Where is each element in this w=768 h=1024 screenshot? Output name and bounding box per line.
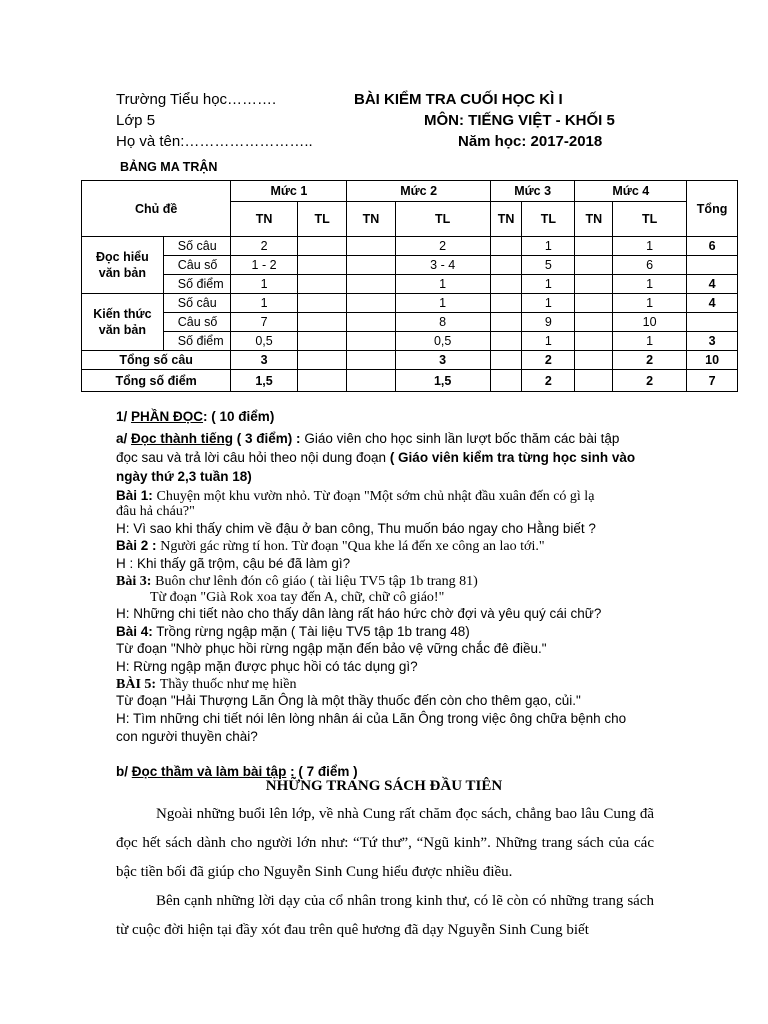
cell [575,351,613,370]
cell: 1 [395,294,490,313]
cell: 1 [613,294,687,313]
question-4: H: Rừng ngập mặn được phục hồi có tác dụng gì? [116,659,418,674]
cell [297,237,347,256]
school-line: Trường Tiểu học………. [116,91,277,108]
section-a-prefix: a/ [116,431,128,446]
cell: 8 [395,313,490,332]
lesson-4-label: Bài 4: [116,624,153,639]
cell: 1 [231,275,297,294]
question-2: H : Khi thấy gã trộm, cậu bé đã làm gì? [116,556,351,571]
row-label: Câu số [163,256,231,275]
row-label: Tổng số câu [82,351,231,370]
cell: 2 [231,237,297,256]
cell: 1 [522,294,575,313]
cell [490,351,522,370]
cell: 0,5 [395,332,490,351]
matrix-row [82,275,738,294]
cell: 3 [231,351,297,370]
cell: 1 [522,275,575,294]
row-label: Số câu [163,294,231,313]
section-a-title: Đọc thành tiếng [131,431,234,446]
cell: 1 [522,237,575,256]
lesson-1-text-2: đâu hả cháu?" [116,504,195,519]
cell: 9 [522,313,575,332]
lesson-3-label: Bài 3: [116,574,152,589]
story-paragraph-1: Ngoài những buổi lên lớp, về nhà Cung rất chăm đọc sách, chẳng bao lâu Cung đã đọc hết sách dành cho người lớn như: “Tứ thư”, “Ngũ kinh”. Những trang sách của các bậc tiền bối đã giúp cho Nguyễn Sinh Cung hiểu được nhiều điều. [116,806,654,880]
cell [297,256,347,275]
story-title: NHỮNG TRANG SÁCH ĐẦU TIÊN [265,778,503,794]
level-header: Mức 3 [490,181,575,202]
question-3: H: Những chi tiết nào cho thấy dân làng rất háo hức chờ đợi và yêu quý cái chữ? [116,606,602,621]
matrix-title: BẢNG MA TRẬN [120,160,218,174]
total-cell [687,313,738,332]
cell [575,256,613,275]
cell: 0,5 [231,332,297,351]
cell [575,294,613,313]
cell [490,313,522,332]
lesson-4-text-2: Từ đoạn "Nhờ phục hồi rừng ngập mặn đến bảo vệ vững chắc đê điều." [116,641,547,656]
row-label: Số điểm [163,332,231,351]
class-line: Lớp 5 [116,112,156,129]
cell: 6 [613,256,687,275]
lesson-4-text: Trồng rừng ngập mặn ( Tài liệu TV5 tập 1b trang 48) [156,624,470,639]
subject-line: MÔN: TIẾNG VIỆT - KHỐI 5 [424,112,615,129]
cell: 1 [395,275,490,294]
lesson-5-text-2: Từ đoạn "Hải Thượng Lãn Ông là một thầy thuốc đến còn cho thêm gạo, củi." [116,693,581,708]
cell: 1 [613,275,687,294]
story-body [116,800,654,945]
total-cell: 4 [687,275,738,294]
total-cell: 3 [687,332,738,351]
cell [347,332,395,351]
tl-header: TL [522,202,575,237]
lesson-1-label: Bài 1: [116,488,153,503]
lesson-5 [116,675,661,694]
tn-header: TN [575,202,613,237]
row-label: Số câu [163,237,231,256]
cell [297,332,347,351]
tl-header: TL [613,202,687,237]
section-a-score: ( 3 điểm) : [236,431,301,446]
row-label: Tổng số điểm [82,370,231,392]
lesson-2-label: Bài 2 : [116,538,157,553]
section-a-note-2: ngày thứ 2,3 tuần 18) [116,469,252,484]
matrix-row [82,237,738,256]
section-a-line2 [116,449,661,467]
cell: 1,5 [231,370,297,392]
part1-number: 1/ [116,409,128,424]
lesson-1-text: Chuyện một khu vườn nhỏ. Từ đoạn "Một sớm chủ nhật đầu xuân đến có gì lạ [156,489,595,504]
cell: 3 - 4 [395,256,490,275]
cell [297,370,347,392]
story-paragraph-2: Bên cạnh những lời dạy của cổ nhân trong kinh thư, có lẽ còn có những trang sách từ cuộc đời hiện tại đầy xót đau trên quê hương đã dạy Nguyễn Sinh Cung biết [116,893,654,938]
cell [575,370,613,392]
tn-header: TN [490,202,522,237]
lesson-5-text: Thầy thuốc như mẹ hiền [159,677,297,692]
matrix-table [81,180,738,392]
cell [297,351,347,370]
part1-title: PHẦN ĐỌC [131,409,204,424]
section-a-instruction: Giáo viên cho học sinh lần lượt bốc thăm các bài tập [304,431,620,446]
cell [347,256,395,275]
cell [347,351,395,370]
cell: 1 - 2 [231,256,297,275]
lesson-3-text: Buôn chư lênh đón cô giáo ( tài liệu TV5 tập 1b trang 81) [155,574,478,589]
question-5-2: con người thuyền chài? [116,729,258,744]
level-header: Mức 2 [347,181,490,202]
cell [575,332,613,351]
cell [347,275,395,294]
cell [575,237,613,256]
section-b-prefix: b/ [116,764,128,779]
section-a-note: ( Giáo viên kiểm tra từng học sinh vào [389,450,636,465]
row-label: Số điểm [163,275,231,294]
tl-header: TL [395,202,490,237]
tn-header: TN [231,202,297,237]
cell [297,313,347,332]
matrix-row [82,332,738,351]
total-cell: 7 [687,370,738,392]
total-cell: 6 [687,237,738,256]
test-title: BÀI KIỂM TRA CUỐI HỌC KÌ I [354,91,563,108]
lesson-5-label: BÀI 5: [116,677,157,692]
topic-header: Chủ đề [82,181,231,237]
cell [297,275,347,294]
school-year: Năm học: 2017-2018 [458,133,603,150]
cell [347,294,395,313]
cell [347,237,395,256]
section-a-line1 [116,430,661,448]
student-name-line: Họ và tên:…………………….. [116,133,313,150]
cell [575,313,613,332]
cell [490,294,522,313]
cell [490,370,522,392]
cell: 1 [613,237,687,256]
matrix-header-row-1 [82,181,738,202]
total-header: Tổng [687,181,738,237]
part1-score: : ( 10 điểm) [203,409,275,424]
cell [490,256,522,275]
matrix-row [82,294,738,313]
cell: 7 [231,313,297,332]
matrix-total-row [82,351,738,370]
section-b-title: Đọc thầm và làm bài tập [131,764,287,779]
lesson-3 [116,572,661,591]
level-header: Mức 1 [231,181,347,202]
group-name: Kiến thức văn bản [82,294,164,351]
lesson-4 [116,623,661,641]
lesson-2 [116,537,661,556]
matrix-total-row [82,370,738,392]
part1-heading [116,408,661,426]
cell: 2 [613,370,687,392]
cell: 2 [522,370,575,392]
cell: 1 [231,294,297,313]
section-b-score: : ( 7 điểm ) [290,764,358,779]
lesson-3-text-2: Từ đoạn "Già Rok xoa tay đến A, chữ, chữ cô giáo!" [150,590,445,605]
question-5: H: Tìm những chi tiết nói lên lòng nhân ái của Lãn Ông trong việc ông chữa bệnh cho [116,711,627,726]
cell: 1 [613,332,687,351]
cell: 1 [522,332,575,351]
tn-header: TN [347,202,395,237]
level-header: Mức 4 [575,181,687,202]
cell: 2 [522,351,575,370]
group-name: Đọc hiểu văn bản [82,237,164,294]
cell [490,237,522,256]
cell: 3 [395,351,490,370]
lesson-2-text: Người gác rừng tí hon. Từ đoạn "Qua khe lá đến xe công an lao tới." [160,539,545,554]
question-1: H: Vì sao khi thấy chim về đậu ở ban công, Thu muốn báo ngay cho Hằng biết ? [116,521,596,536]
total-cell [687,256,738,275]
section-a-instruction-2: đọc sau và trả lời câu hỏi theo nội dung đoạn [116,450,387,465]
cell: 5 [522,256,575,275]
matrix-row [82,256,738,275]
cell: 1,5 [395,370,490,392]
cell [347,313,395,332]
matrix-row [82,313,738,332]
cell [490,332,522,351]
total-cell: 4 [687,294,738,313]
cell: 2 [395,237,490,256]
row-label: Câu số [163,313,231,332]
tl-header: TL [297,202,347,237]
cell [347,370,395,392]
total-cell: 10 [687,351,738,370]
cell: 2 [613,351,687,370]
cell [490,275,522,294]
cell [575,275,613,294]
cell [297,294,347,313]
cell: 10 [613,313,687,332]
